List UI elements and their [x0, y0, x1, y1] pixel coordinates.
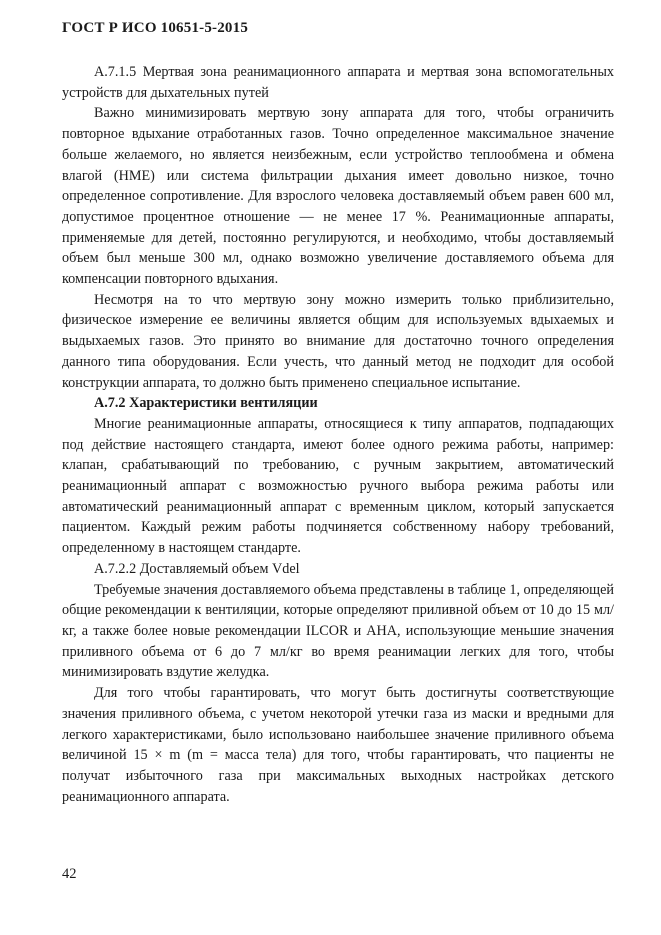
- clause-a7-2-2-title: А.7.2.2 Доставляемый объем Vdel: [94, 560, 300, 577]
- paragraph-tidal-volume: Для того чтобы гарантировать, что могут быть достигнуты соответствующие значения приливного объема, с учетом некоторой утечки газа из маски и вредными для легкого характеристиками, было использовано наибольшее значение приливного объема величиной 15 × m (m = масса тела) для того, чтобы гарантировать, что пациенты не получат избыточного газа при максимальных выходных настройках детского реанимационного аппарата.: [62, 685, 614, 805]
- paragraph-operating-modes: Многие реанимационные аппараты, относящиеся к типу аппаратов, подпадающих под действие настоящего стандарта, имеют более одного режима работы, например: клапан, срабатывающий по требованию, с ручным закрытием, автоматический реанимационный аппарат с возможностью ручного выбора режима работы или автоматический реанимационный аппарат с временным циклом, который запускается пациентом. Каждый режим работы подчиняется собственному набору требований, определенному в настоящем стандарте.: [62, 415, 614, 557]
- document-body: [62, 62, 614, 807]
- document-header: ГОСТ Р ИСО 10651-5-2015: [62, 20, 249, 36]
- page-number: 42: [62, 866, 77, 882]
- paragraph-dead-space-measurement: Несмотря на то что мертвую зону можно измерить только приблизительно, физическое измерение ее величины является общим для используемых вдыхаемых и выдыхаемых газов. Это принято во внимание для достаточно точного определения данного типа оборудования. Если учесть, что данный метод не подходит для особой конструкции аппарата, то должно быть применено специальное испытание.: [62, 291, 614, 391]
- clause-a7-1-5-title: А.7.1.5 Мертвая зона реанимационного аппарата и мертвая зона вспомогательных устройств для дыхательных путей: [62, 64, 614, 101]
- paragraph-delivered-volume: Требуемые значения доставляемого объема представлены в таблице 1, определяющей общие рекомендации к вентиляции, которые определяют приливной объем от 10 до 15 мл/кг, а также более новые рекомендации ILCOR и AHA, использующие меньшие значения приливного объема от 6 до 7 мл/кг во время реанимации легких для того, чтобы минимизировать вздутие желудка.: [62, 581, 614, 681]
- paragraph-dead-space: Важно минимизировать мертвую зону аппарата для того, чтобы ограничить повторное вдыхание отработанных газов. Точно определенное максимальное значение больше желаемого, но является неизбежным, если устройство теплообмена и обмена влагой (HME) или система фильтрации дыхания имеет довольно низкое, точно определенное сопротивление. Для взрослого человека доставляемый объем равен 600 мл, допустимое процентное отношение — не менее 17 %. Реанимационные аппараты, применяемые для детей, постоянно регулируются, и необходимо, чтобы доставляемый объем был меньше 300 мл, однако возможно увеличение доставляемого объема для компенсации повторного вдыхания.: [62, 105, 614, 288]
- section-heading-a7-2: А.7.2 Характеристики вентиляции: [94, 395, 318, 412]
